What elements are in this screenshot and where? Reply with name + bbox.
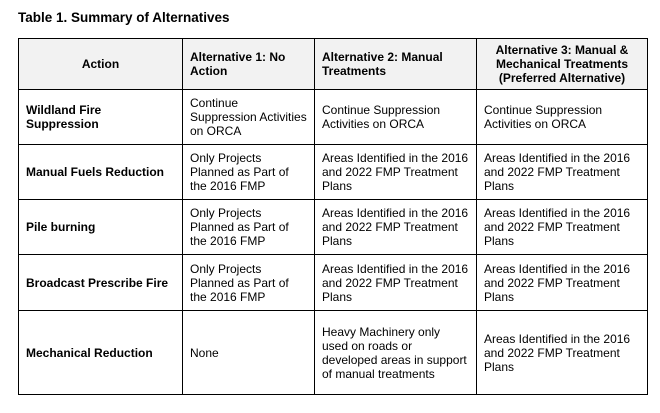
alt3-cell: Areas Identified in the 2016 and 2022 FMP Treatment Plans: [477, 145, 648, 200]
action-cell: Mechanical Reduction: [19, 311, 183, 395]
header-alternative-2: Alternative 2: Manual Treatments: [315, 39, 477, 90]
header-row: [19, 39, 648, 90]
alt1-cell: Only Projects Planned as Part of the 2016 FMP: [183, 255, 315, 311]
action-cell: Wildland Fire Suppression: [19, 90, 183, 145]
alt3-cell: Continue Suppression Activities on ORCA: [477, 90, 648, 145]
alt2-cell: Continue Suppression Activities on ORCA: [315, 90, 477, 145]
table-row: [19, 255, 648, 311]
alt1-cell: None: [183, 311, 315, 395]
alt1-cell: Only Projects Planned as Part of the 2016 FMP: [183, 145, 315, 200]
alt2-cell: Heavy Machinery only used on roads or developed areas in support of manual treatments: [315, 311, 477, 395]
action-cell: Broadcast Prescribe Fire: [19, 255, 183, 311]
alt3-cell: Areas Identified in the 2016 and 2022 FMP Treatment Plans: [477, 311, 648, 395]
alt3-cell: Areas Identified in the 2016 and 2022 FMP Treatment Plans: [477, 200, 648, 255]
table-row: [19, 90, 648, 145]
alt1-cell: Continue Suppression Activities on ORCA: [183, 90, 315, 145]
alt2-cell: Areas Identified in the 2016 and 2022 FMP Treatment Plans: [315, 200, 477, 255]
table-row: [19, 200, 648, 255]
alt2-cell: Areas Identified in the 2016 and 2022 FMP Treatment Plans: [315, 145, 477, 200]
header-alternative-1: Alternative 1: No Action: [183, 39, 315, 90]
action-cell: Pile burning: [19, 200, 183, 255]
alt1-cell: Only Projects Planned as Part of the 2016 FMP: [183, 200, 315, 255]
alt2-cell: Areas Identified in the 2016 and 2022 FMP Treatment Plans: [315, 255, 477, 311]
alt3-cell: Areas Identified in the 2016 and 2022 FMP Treatment Plans: [477, 255, 648, 311]
table-title: Table 1. Summary of Alternatives: [18, 10, 230, 25]
action-cell: Manual Fuels Reduction: [19, 145, 183, 200]
header-alternative-3: Alternative 3: Manual & Mechanical Treatments (Preferred Alternative): [477, 39, 648, 90]
table-row: [19, 145, 648, 200]
header-action: Action: [19, 39, 183, 90]
table-row: [19, 311, 648, 395]
alternatives-table: [18, 38, 648, 395]
